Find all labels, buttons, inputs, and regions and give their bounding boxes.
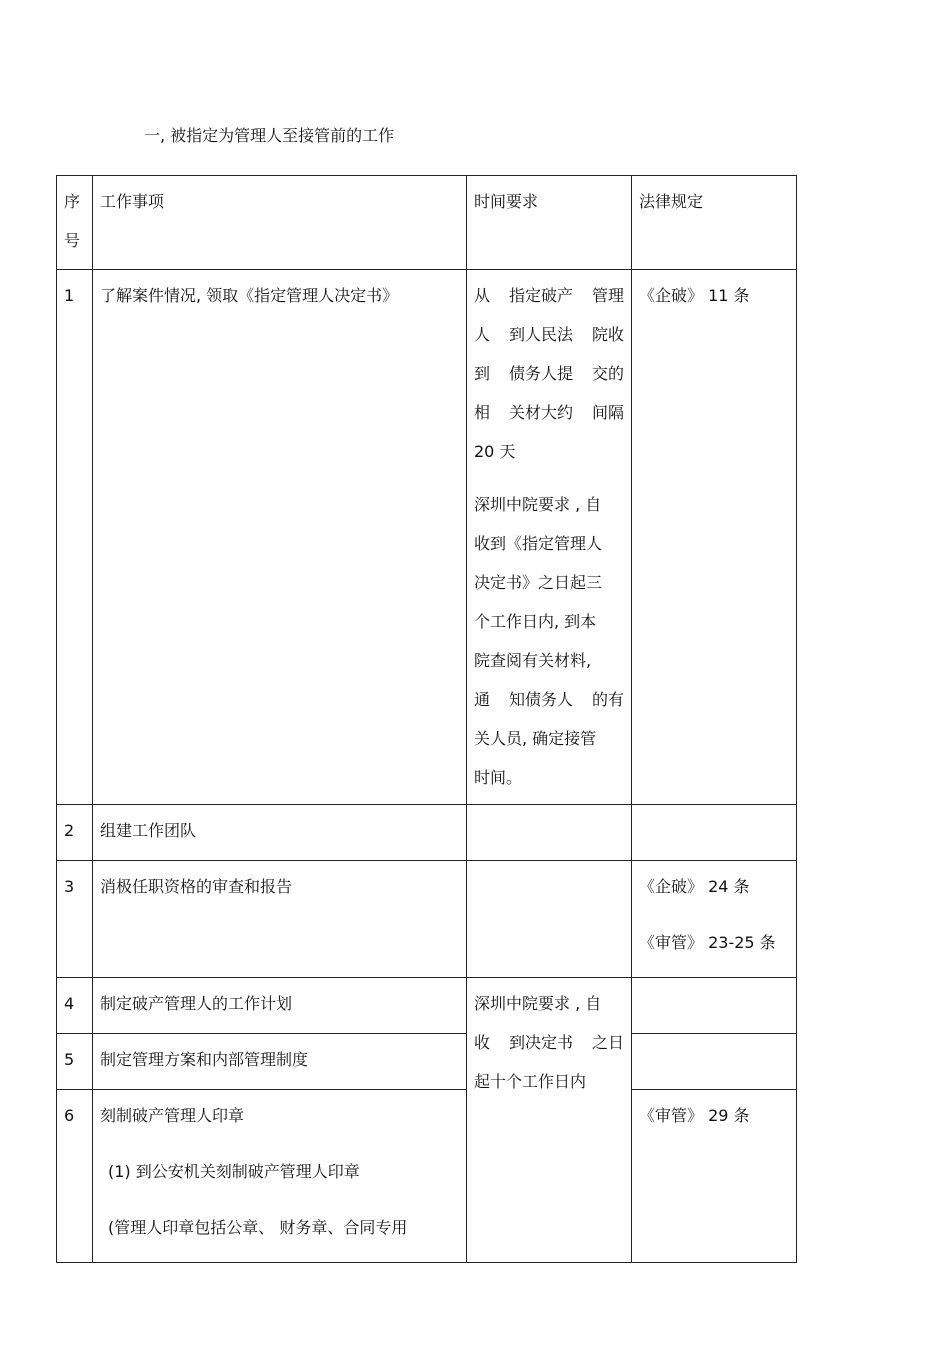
row-time	[467, 861, 632, 978]
table-row	[57, 1090, 797, 1263]
row-law: 《审管》 29 条	[632, 1090, 797, 1263]
time-line: 院查阅有关材料,	[474, 651, 592, 670]
time-line: 收到《指定管理人	[474, 534, 603, 553]
table-header-row	[57, 176, 797, 270]
row-item: 制定管理方案和内部管理制度	[93, 1034, 467, 1090]
header-seq: 序 号	[57, 176, 93, 270]
table-row	[57, 270, 797, 805]
row-time	[467, 270, 632, 805]
table-row	[57, 861, 797, 978]
time-line: 通 知债务人 的有	[474, 690, 624, 709]
row-seq: 2	[57, 805, 93, 861]
table-row	[57, 805, 797, 861]
section-heading: 一, 被指定为管理人至接管前的工作	[144, 126, 395, 145]
time-line: 相 关材大约 间隔	[474, 403, 624, 422]
header-time: 时间要求	[467, 176, 632, 270]
time-line: 从 指定破产 管理	[474, 286, 624, 305]
row-law	[632, 1034, 797, 1090]
time-line: 深圳中院要求 , 自	[474, 495, 602, 514]
time-line: 个工作日内, 到本	[474, 612, 597, 631]
row-seq: 1	[57, 270, 93, 805]
time-line: 关人员, 确定接管	[474, 729, 597, 748]
row-law	[632, 805, 797, 861]
row-item: 刻制破产管理人印章 (1) 到公安机关刻制破产管理人印章 (管理人印章包括公章、 财务章、合同专用	[93, 1090, 467, 1263]
row-item: 制定破产管理人的工作计划	[93, 978, 467, 1034]
row-item: 了解案件情况, 领取《指定管理人决定书》	[93, 270, 467, 805]
time-line: 决定书》之日起三	[474, 573, 603, 592]
row-law	[632, 978, 797, 1034]
row-law: 《企破》 11 条	[632, 270, 797, 805]
row-seq: 6	[57, 1090, 93, 1263]
row-time-merged: 深圳中院要求 , 自 收 到决定书 之日 起十个工作日内	[467, 978, 632, 1263]
time-line: 人 到人民法 院收	[474, 325, 624, 344]
work-table	[56, 175, 797, 1263]
header-law: 法律规定	[632, 176, 797, 270]
table-row	[57, 978, 797, 1034]
row-seq: 3	[57, 861, 93, 978]
row-law: 《企破》 24 条 《审管》 23-25 条	[632, 861, 797, 978]
time-line: 时间。	[474, 768, 523, 787]
header-item: 工作事项	[93, 176, 467, 270]
time-line: 20 天	[474, 442, 516, 461]
row-seq: 5	[57, 1034, 93, 1090]
row-item: 组建工作团队	[93, 805, 467, 861]
table-row	[57, 1034, 797, 1090]
time-line: 到 债务人提 交的	[474, 364, 624, 383]
row-seq: 4	[57, 978, 93, 1034]
row-item: 消极任职资格的审查和报告	[93, 861, 467, 978]
row-time	[467, 805, 632, 861]
